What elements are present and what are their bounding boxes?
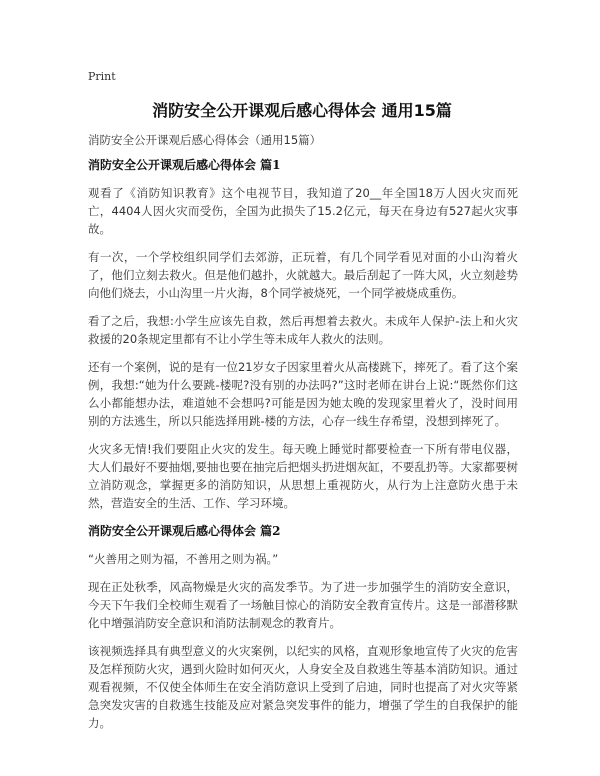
paragraph: 有一次，一个学校组织同学们去郊游，正玩着，有几个同学看见对面的小山沟着火了，他们立刻去救火。但是他们越扑，火就越大。最后刮起了一阵大风，火立刻趁势向他们烧去，小山沟里一片火海，8个同学被烧死，一个同学被烧成重伤。: [88, 250, 518, 300]
paragraph: 该视频选择具有典型意义的火灾案例，以纪实的风格，直观形象地宣传了火灾的危害及怎样预防火灾，遇到火险时如何灭火，人身安全及自救逃生等基本消防知识。通过观看视频，不仅使全体师生在安全消防意识上受到了启迪，同时也提高了对火灾等紧急突发灾害的自救逃生技能及应对紧急突发事件的能力，增强了学生的自我保护的能力。: [88, 644, 518, 730]
section-heading: 消防安全公开课观后感心得体会 篇2: [88, 524, 281, 538]
article-body: [88, 156, 518, 742]
section-2: [88, 522, 518, 732]
page-title: 消防安全公开课观后感心得体会 通用15篇: [152, 101, 452, 120]
print-label[interactable]: Print: [88, 70, 116, 83]
document-subtitle: 消防安全公开课观后感心得体会（通用15篇）: [88, 133, 322, 147]
paragraph: 火灾多无情!我们要阻止火灾的发生。每天晚上睡觉时都要检查一下所有带电仪器，大人们最好不要抽烟,要抽也要在抽完后把烟头扔进烟灰缸，不要乱扔等。大家都要树立消防观念，掌握更多的消防知识，从思想上重视防火，从行为上注意防火患于未然，营造安全的生活、工作、学习环境。: [88, 442, 518, 510]
paragraph: 还有一个案例，说的是有一位21岁女子因家里着火从高楼跳下，摔死了。看了这个案例，我想:“她为什么要跳-楼呢?没有别的办法吗?”这时老师在讲台上说:“既然你们这么小都能想办法，难道她不会想吗?可能是因为她太晚的发现家里着火了，没时间用别的方法逃生，所以只能选择用跳-楼的方法，心存一线生存希望，没想到摔死了。: [88, 360, 518, 428]
section-1: [88, 156, 518, 512]
paragraph: 观看了《消防知识教育》这个电视节目，我知道了20__年全国18万人因火灾而死亡，4404人因火灾而受伤，全国为此损失了15.2亿元，每天在身边有527起火灾事故。: [88, 186, 518, 236]
paragraph: “火善用之则为福，不善用之则为祸。”: [88, 552, 279, 566]
section-heading: 消防安全公开课观后感心得体会 篇1: [88, 158, 281, 172]
paragraph: 现在正处秋季，风高物燥是火灾的高发季节。为了进一步加强学生的消防安全意识，今天下午我们全校师生观看了一场触目惊心的消防安全教育宣传片。这是一部潜移默化中增强消防安全意识和消防法制观念的教育片。: [88, 580, 518, 630]
paragraph: 看了之后，我想:小学生应该先自救，然后再想着去救火。未成年人保护-法上和火灾救援的20条规定里都有不让小学生等未成年人救火的法则。: [88, 314, 518, 346]
